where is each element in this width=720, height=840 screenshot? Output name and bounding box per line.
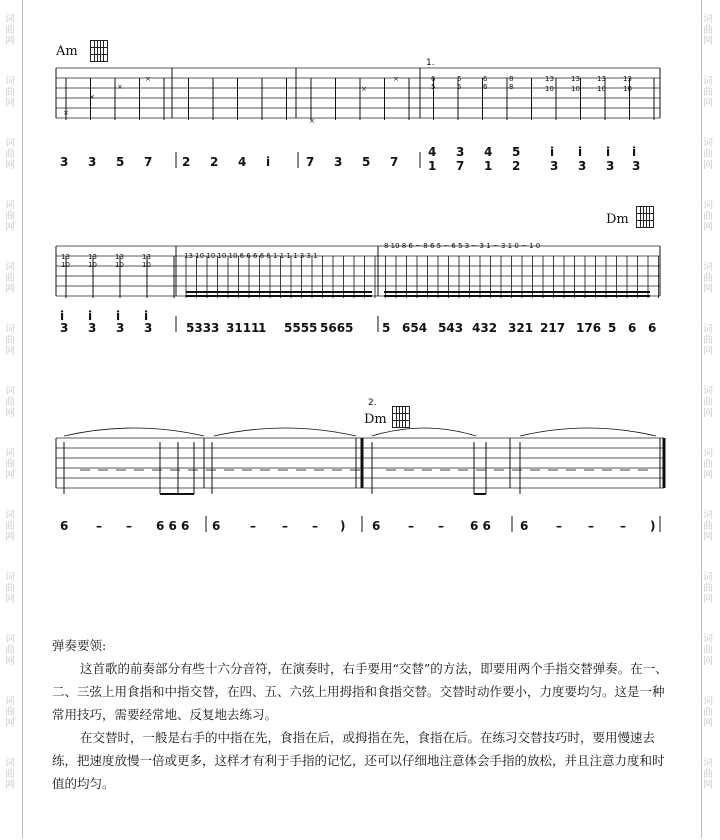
x-note: × (63, 109, 69, 117)
notation-row1: 3 (88, 155, 97, 169)
tab-number: 8 (509, 75, 514, 83)
notation-row1: 3 (578, 159, 587, 173)
x-note: × (89, 93, 95, 101)
watermark-text: 词 曲 网 (5, 758, 15, 791)
notation-row1: 2 (512, 159, 521, 173)
tab-number: 10 (88, 261, 97, 269)
tab-number: 13 (142, 253, 151, 261)
notation-row1: 3 (456, 145, 465, 159)
watermark-text: 词 曲 网 (703, 200, 713, 233)
notation-row3: – (312, 519, 318, 533)
tie (372, 428, 476, 436)
watermark-text: 词 曲 网 (703, 634, 713, 667)
watermark-text: 词 曲 网 (703, 138, 713, 171)
x-note: × (361, 85, 367, 93)
watermark-text: 词 曲 网 (5, 510, 15, 543)
notation-row1: 4 (428, 145, 437, 159)
x-note: × (117, 83, 123, 91)
notation-row1: i (550, 145, 555, 159)
notation-row1: 7 (306, 155, 315, 169)
notation-row1: 2 (182, 155, 191, 169)
notation-row2: 3111 (226, 321, 260, 335)
notation-row3: ) (340, 519, 346, 533)
notation-row1: 3 (550, 159, 559, 173)
notation-row1: 3 (334, 155, 343, 169)
tab-run: 13 10 10 10 10 6 6 6 6 6 1 1 1 1 3 3 1 (184, 252, 318, 260)
notation-row1: 1 (428, 159, 437, 173)
watermark-text: 词 曲 网 (5, 448, 15, 481)
tab-number: 10 (142, 261, 151, 269)
watermark-text: 词 曲 网 (703, 758, 713, 791)
watermark-text: 词 曲 网 (5, 572, 15, 605)
notation-row2: 432 (472, 321, 498, 335)
watermark-text: 词 曲 网 (703, 324, 713, 357)
tips-paragraph-1: 这首歌的前奏部分有些十六分音符，在演奏时，右手要用“交替”的方法，即要用两个手指交替弹奏。在一、二、三弦上用食指和中指交替，在四、五、六弦上用拇指和食指交替。交替时动作要小，力度要均匀。这是一种常用技巧，需要经常地、反复地去练习。 (52, 661, 668, 722)
tab-numbers (61, 75, 632, 269)
notation-row2: 3 (88, 321, 97, 335)
notation-row3: – (96, 519, 102, 533)
tips-paragraph-2: 在交替时，一般是右手的中指在先，食指在后，或拇指在先，食指在后。在练习交替技巧时，要用慢速去练，把速度放慢一倍或更多，这样才有利于手指的记忆，还可以仔细地注意体会手指的放松，并且注意力度和时值的均匀。 (52, 730, 665, 791)
notation-row1: 1 (484, 159, 493, 173)
notation-row1: 5 (512, 145, 521, 159)
notation-row2: 3 (116, 321, 125, 335)
x-note: × (309, 117, 315, 125)
notation-row3: ) (650, 519, 656, 533)
notation-row3: – (408, 519, 414, 533)
tips-heading: 弹奏要领: (52, 638, 107, 653)
notation-row2: 6 (648, 321, 657, 335)
notation-row1: 3 (606, 159, 615, 173)
x-note: × (393, 75, 399, 83)
tab-run: 8 10 8 6 ~ 8 6 5 ~ 6 5 3 ~ 3 1 ~ 3 1 0 ~ 1 0 (384, 242, 541, 250)
notation-row3: 6 (212, 519, 221, 533)
notation-row3: – (620, 519, 626, 533)
x-note: × (145, 75, 151, 83)
watermark-text: 词 曲 网 (5, 324, 15, 357)
notation-row3: – (250, 519, 256, 533)
notation-row1: i (632, 145, 637, 159)
watermark-text: 词 曲 网 (703, 696, 713, 729)
notation-row1: 3 (632, 159, 641, 173)
first-ending-label: 1. (426, 58, 435, 68)
notation-row3: 6 6 6 (156, 519, 190, 533)
notation-row1: i (578, 145, 583, 159)
notation-row3: – (588, 519, 594, 533)
watermark-text: 词 曲 网 (5, 634, 15, 667)
notation-row1: 4 (238, 155, 247, 169)
tab-number: 6 (431, 75, 436, 83)
chord-dm-label-1: Dm (606, 212, 629, 227)
tab-number: 6 (483, 83, 488, 91)
tab-number: 13 (115, 253, 124, 261)
watermark-text: 词 曲 网 (5, 696, 15, 729)
tab-number: 13 (597, 75, 606, 83)
notation-row2: 6 (628, 321, 637, 335)
watermark-text: 词 曲 网 (703, 14, 713, 47)
tab-number: 10 (61, 261, 70, 269)
notation-row1: 4 (484, 145, 493, 159)
notation-row2: 5333 (186, 321, 220, 335)
notation-row1: 7 (456, 159, 465, 173)
tab-number: 10 (623, 85, 632, 93)
notation-row2: 1 (258, 321, 267, 335)
tab-number: 10 (545, 85, 554, 93)
notation-row2: 176 (576, 321, 602, 335)
notation-row2: 217 (540, 321, 566, 335)
notation-row3: 6 (372, 519, 381, 533)
watermark-text: 词 曲 网 (5, 14, 15, 47)
watermark-text: 词 曲 网 (703, 76, 713, 109)
notation-row3: 6 6 (470, 519, 491, 533)
watermark-text: 词 曲 网 (703, 262, 713, 295)
chord-dm-label-2: Dm (364, 412, 387, 427)
watermark-text: 词 曲 网 (703, 572, 713, 605)
tab-number: 10 (597, 85, 606, 93)
notation-row2: 5665 (320, 321, 354, 335)
tab-number: 13 (88, 253, 97, 261)
tie (214, 428, 356, 436)
notation-row2: 5 (608, 321, 617, 335)
notation-row1: i (266, 155, 271, 169)
watermark-text: 词 曲 网 (5, 262, 15, 295)
notation-row2: i (60, 309, 65, 323)
watermark-text: 词 曲 网 (5, 76, 15, 109)
notation-row2: 5555 (284, 321, 318, 335)
watermark-text: 词 曲 网 (5, 138, 15, 171)
notation-row1: 7 (390, 155, 399, 169)
notation-row3: – (438, 519, 444, 533)
notation-row1: i (606, 145, 611, 159)
notation-row1: 5 (362, 155, 371, 169)
watermark-text: 词 曲 网 (703, 510, 713, 543)
watermark-text: 词 曲 网 (5, 386, 15, 419)
notation-row2: i (116, 309, 121, 323)
notation-row2: i (88, 309, 93, 323)
tab-number: 13 (571, 75, 580, 83)
notation-row2: 654 (402, 321, 428, 335)
tab-number: 10 (115, 261, 124, 269)
chord-am-label: Am (56, 44, 78, 59)
tab-number: 5 (457, 83, 462, 91)
tab-number: 8 (509, 83, 514, 91)
notation-row2: 321 (508, 321, 534, 335)
tab-number: 13 (545, 75, 554, 83)
tie (64, 428, 204, 436)
tab-number: 13 (623, 75, 632, 83)
notation-row3: – (556, 519, 562, 533)
watermark-text: 词 曲 网 (703, 386, 713, 419)
notation-row3: – (282, 519, 288, 533)
notation-row3: – (126, 519, 132, 533)
notation-row2: 3 (144, 321, 153, 335)
tab-number: 10 (571, 85, 580, 93)
tab-number: 5 (457, 75, 462, 83)
notation-row1: 3 (60, 155, 69, 169)
tab-number: 6 (483, 75, 488, 83)
tab-number: 13 (61, 253, 70, 261)
notation-row3: 6 (60, 519, 69, 533)
tab-number: 5 (431, 83, 436, 91)
notation-row2: 3 (60, 321, 69, 335)
notation-row2: i (144, 309, 149, 323)
watermark-text: 词 曲 网 (703, 448, 713, 481)
watermark-text: 词 曲 网 (5, 200, 15, 233)
notation-row1: 2 (210, 155, 219, 169)
notation-row1: 7 (144, 155, 153, 169)
second-ending-label: 2. (368, 398, 377, 408)
numbered-notation (60, 145, 656, 533)
notation-row2: 5 (382, 321, 391, 335)
tie (520, 428, 656, 436)
notation-row3: 6 (520, 519, 529, 533)
notation-row2: 543 (438, 321, 464, 335)
playing-tips (52, 634, 672, 795)
notation-row1: 5 (116, 155, 125, 169)
